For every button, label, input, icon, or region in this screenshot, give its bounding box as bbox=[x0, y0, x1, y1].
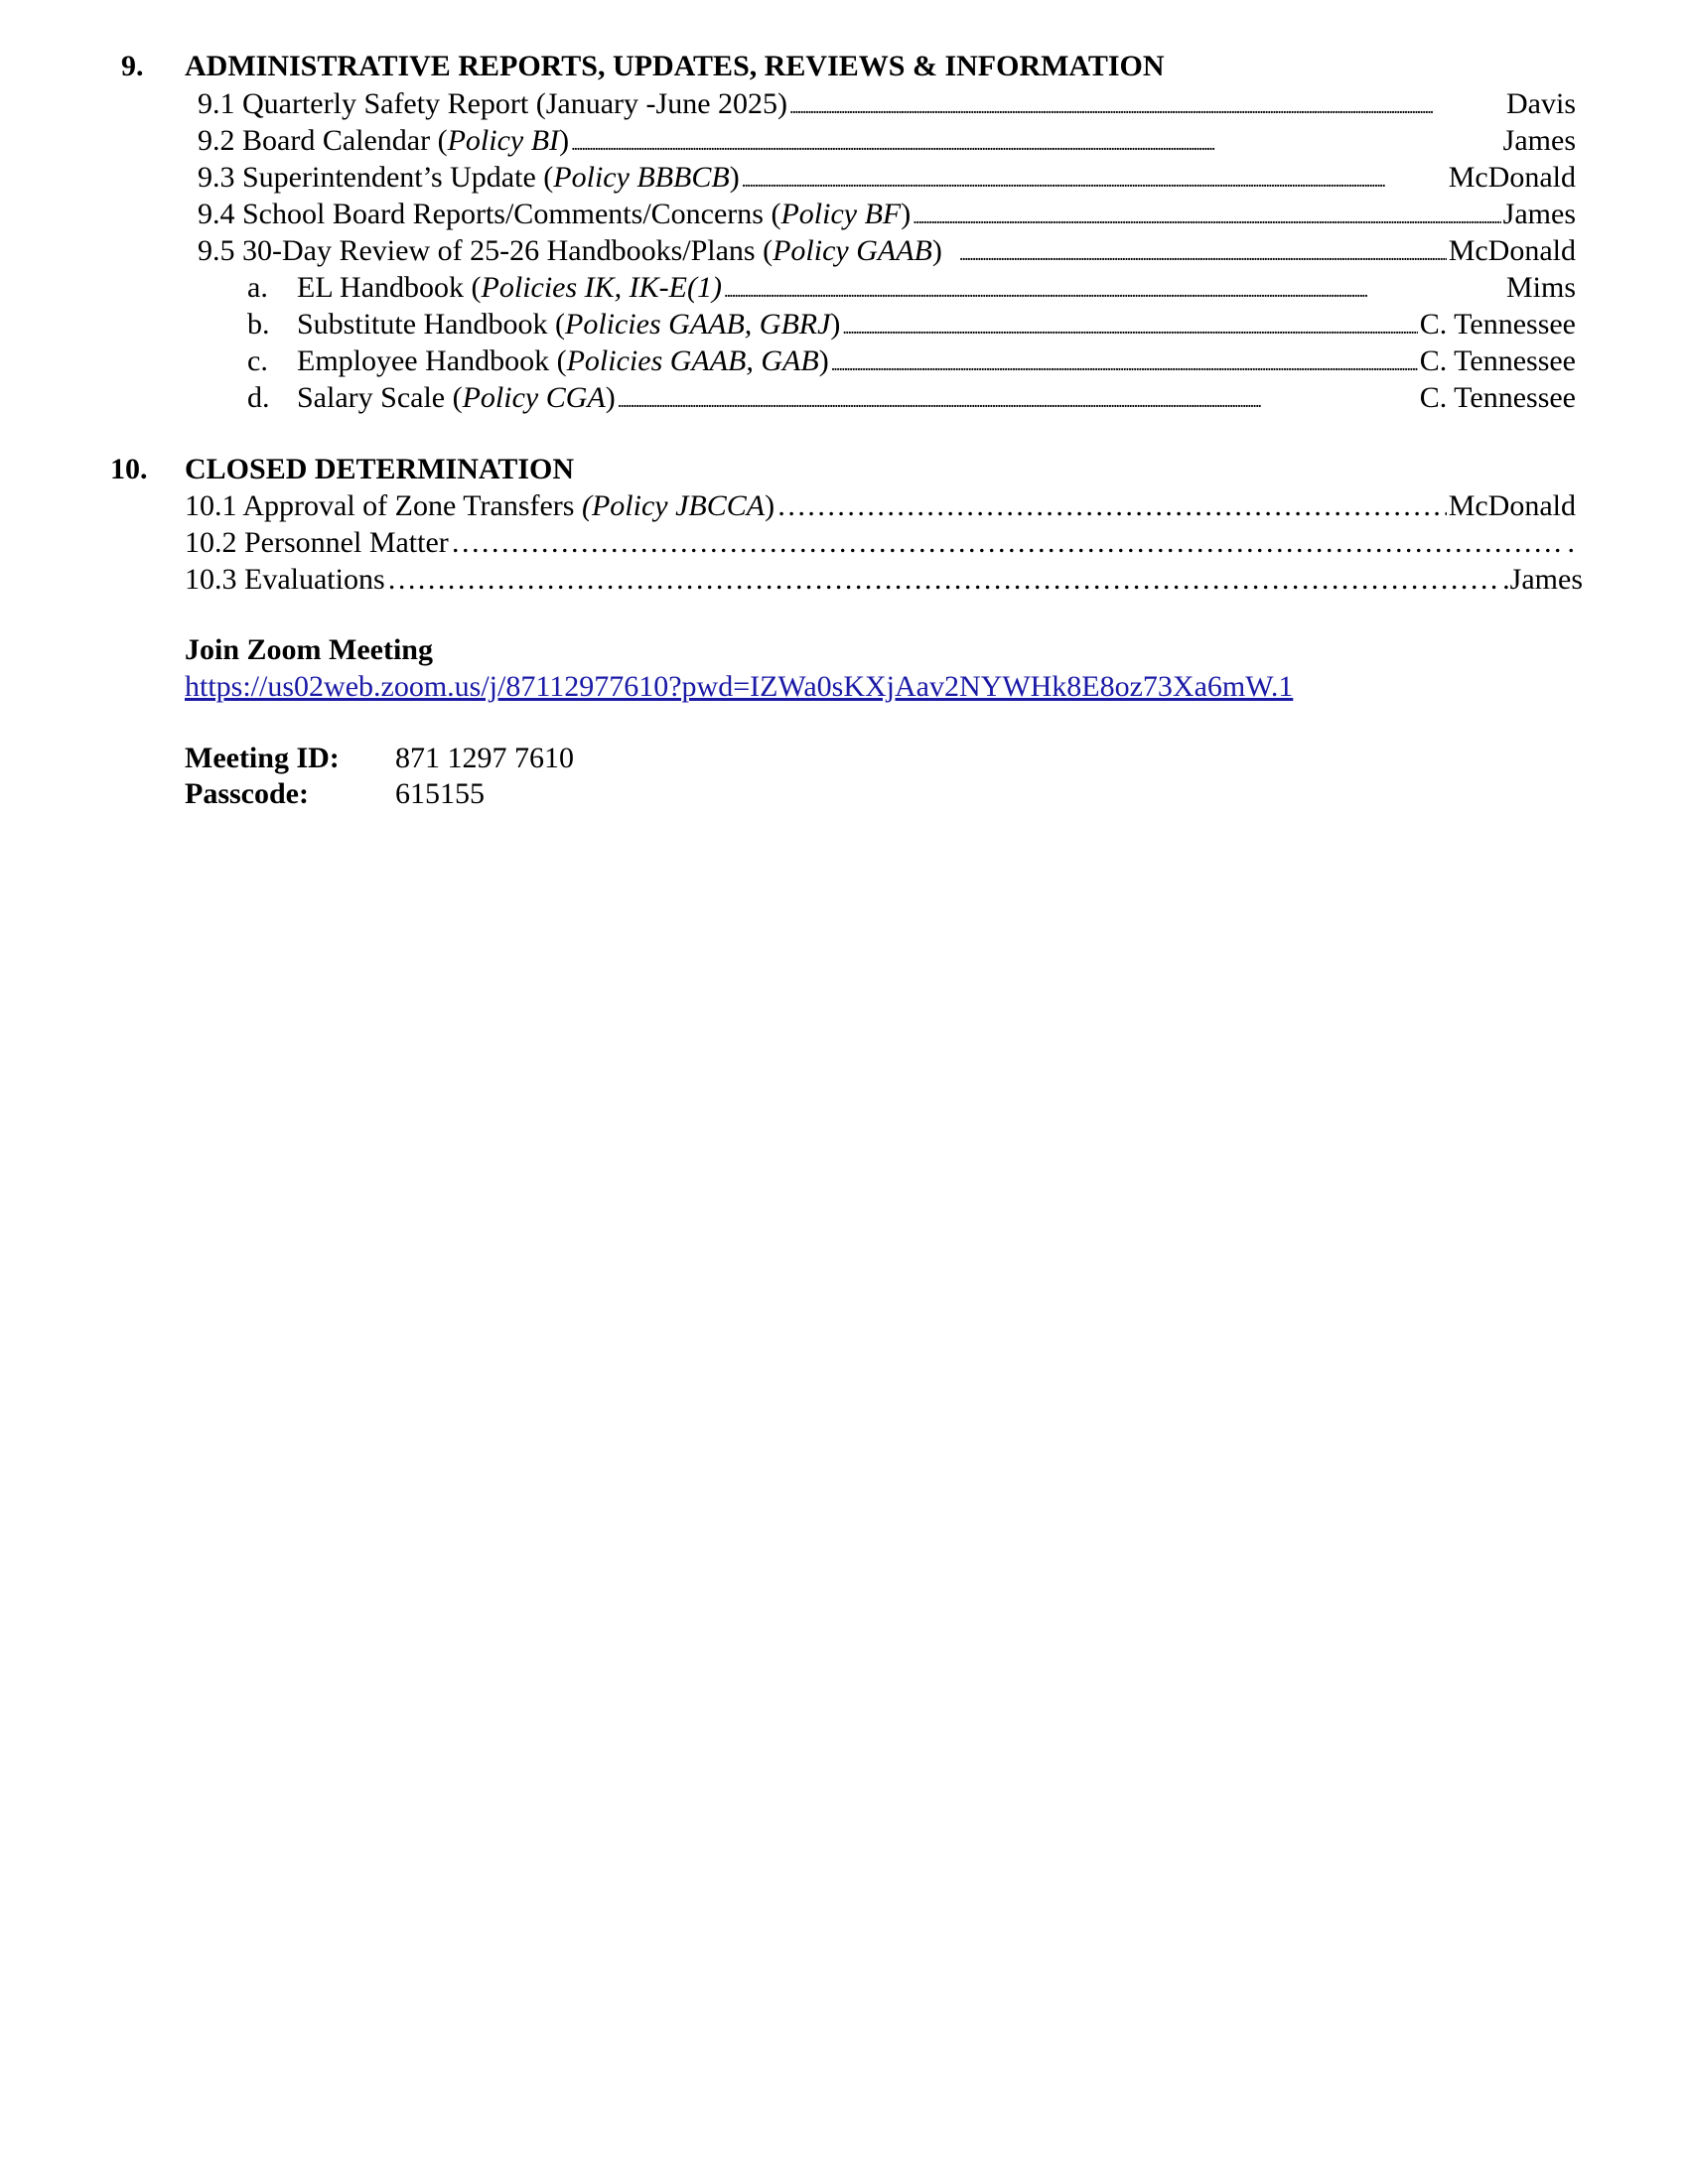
paren-close: ) bbox=[901, 198, 912, 230]
policy-ref: Policies IK, IK-E(1) bbox=[481, 271, 722, 304]
paren-open: ( bbox=[437, 124, 448, 157]
agenda-item-9-3 bbox=[198, 159, 1576, 196]
agenda-subitem-b bbox=[247, 306, 1576, 342]
item-owner: McDonald bbox=[1448, 234, 1576, 267]
agenda-item-9-2 bbox=[198, 122, 1576, 159]
item-text: Substitute Handbook bbox=[297, 308, 555, 341]
policy-ref: (Policy JBCCA bbox=[581, 489, 766, 522]
meeting-id-value: 871 1297 7610 bbox=[395, 742, 574, 774]
item-number: 9.2 bbox=[198, 124, 235, 157]
item-number: 9.5 bbox=[198, 234, 235, 267]
item-number: 9.1 bbox=[198, 87, 235, 120]
paren-open: ( bbox=[763, 234, 774, 267]
item-text: School Board Reports/Comments/Concerns bbox=[242, 198, 772, 230]
item-owner: C. Tennessee bbox=[1419, 381, 1576, 414]
item-owner: . bbox=[1567, 526, 1575, 559]
policy-ref: Policy GAAB bbox=[773, 234, 932, 267]
policy-ref: Policies GAAB, GBRJ bbox=[565, 308, 831, 341]
paren-close: ) bbox=[559, 124, 570, 157]
dot-leader bbox=[776, 487, 1447, 524]
paren-close: ) bbox=[931, 234, 942, 267]
item-text: Superintendent’s Update bbox=[242, 161, 544, 194]
paren-close: ) bbox=[729, 161, 740, 194]
agenda-item-9-4 bbox=[198, 196, 1576, 232]
item-number: 9.4 bbox=[198, 198, 235, 230]
dot-leader bbox=[831, 342, 1418, 383]
paren-open: ( bbox=[471, 271, 482, 304]
paren-open: ( bbox=[555, 308, 565, 341]
passcode-label: Passcode: bbox=[185, 777, 309, 810]
paren-open: ( bbox=[556, 344, 567, 377]
zoom-meeting-link[interactable]: https://us02web.zoom.us/j/87112977610?pwd=IZWa0sKXjAav2NYWHk8E8oz73Xa6mW.1 bbox=[185, 670, 1294, 703]
subitem-letter: d. bbox=[247, 381, 270, 414]
paren-open: ( bbox=[771, 198, 781, 230]
subitem-letter: c. bbox=[247, 344, 268, 377]
item-owner: Davis bbox=[1506, 87, 1576, 120]
agenda-item-10-1 bbox=[185, 487, 1576, 524]
policy-ref: Policies GAAB, GAB bbox=[566, 344, 819, 377]
paren-open: ( bbox=[452, 381, 463, 414]
item-text: Quarterly Safety Report (January -June 2025) bbox=[242, 87, 787, 120]
item-owner: James bbox=[1502, 124, 1576, 157]
passcode-row bbox=[185, 776, 485, 812]
item-owner: Mims bbox=[1505, 271, 1576, 304]
section-number: 9. bbox=[121, 50, 144, 82]
dot-leader bbox=[571, 122, 1501, 163]
zoom-heading: Join Zoom Meeting bbox=[185, 633, 433, 666]
item-text: EL Handbook bbox=[297, 271, 472, 304]
item-text: Personnel Matter bbox=[244, 526, 449, 559]
dot-leader bbox=[724, 269, 1504, 310]
subitem-letter: a. bbox=[247, 271, 268, 304]
paren-close: ) bbox=[830, 308, 841, 341]
dot-leader bbox=[842, 306, 1417, 346]
item-text: Approval of Zone Transfers bbox=[242, 489, 582, 522]
item-text: Salary Scale bbox=[297, 381, 453, 414]
policy-ref: Policy BF bbox=[780, 198, 902, 230]
dot-leader bbox=[913, 196, 1500, 236]
subitem-letter: b. bbox=[247, 308, 270, 341]
paren-close: ) bbox=[765, 489, 775, 522]
item-owner: James bbox=[1502, 198, 1576, 230]
dot-leader bbox=[959, 232, 1447, 273]
meeting-id-label: Meeting ID: bbox=[185, 742, 340, 774]
item-owner: C. Tennessee bbox=[1419, 308, 1576, 341]
dot-leader bbox=[618, 379, 1418, 420]
agenda-item-9-5 bbox=[198, 232, 1576, 269]
passcode-value: 615155 bbox=[395, 777, 485, 810]
item-number: 10.1 bbox=[185, 489, 237, 522]
item-text: Evaluations bbox=[244, 563, 385, 596]
item-text: Board Calendar bbox=[242, 124, 438, 157]
agenda-item-9-1 bbox=[198, 85, 1576, 122]
section-title: CLOSED DETERMINATION bbox=[185, 453, 575, 485]
item-owner: McDonald bbox=[1448, 489, 1576, 522]
agenda-subitem-d bbox=[247, 379, 1576, 416]
dot-leader bbox=[387, 561, 1501, 598]
item-number: 10.2 bbox=[185, 526, 237, 559]
dot-leader bbox=[742, 159, 1447, 200]
item-text: 30-Day Review of 25-26 Handbooks/Plans bbox=[242, 234, 764, 267]
policy-ref: Policy BI bbox=[447, 124, 560, 157]
dot-leader bbox=[451, 524, 1566, 561]
item-owner: McDonald bbox=[1448, 161, 1576, 194]
paren-close: ) bbox=[818, 344, 829, 377]
paren-close: ) bbox=[605, 381, 616, 414]
item-number: 9.3 bbox=[198, 161, 235, 194]
meeting-id-row bbox=[185, 741, 574, 776]
section-number: 10. bbox=[110, 453, 148, 485]
agenda-item-10-3 bbox=[185, 561, 1583, 598]
dot-leader bbox=[789, 85, 1504, 126]
policy-ref: Policy CGA bbox=[462, 381, 606, 414]
agenda-subitem-c bbox=[247, 342, 1576, 379]
agenda-subitem-a bbox=[247, 269, 1576, 306]
item-text: Employee Handbook bbox=[297, 344, 557, 377]
item-owner: .James bbox=[1502, 563, 1583, 596]
policy-ref: Policy BBBCB bbox=[553, 161, 730, 194]
section-title: ADMINISTRATIVE REPORTS, UPDATES, REVIEWS & INFORMATION bbox=[185, 50, 1165, 82]
paren-open: ( bbox=[543, 161, 554, 194]
item-number: 10.3 bbox=[185, 563, 237, 596]
agenda-item-10-2 bbox=[185, 524, 1575, 561]
item-owner: C. Tennessee bbox=[1419, 344, 1576, 377]
